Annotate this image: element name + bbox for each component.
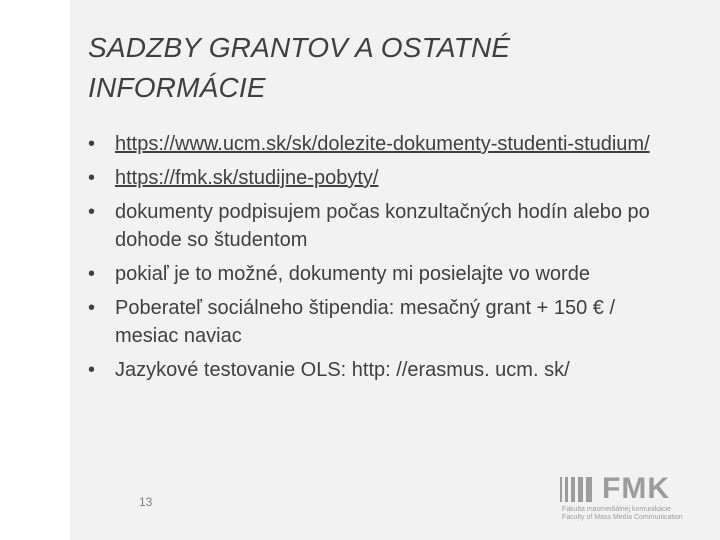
bullet-text: Jazykové testovanie OLS: http: //erasmus. ucm. sk/ [115, 359, 570, 381]
link-ucm-documents[interactable]: https://www.ucm.sk/sk/dolezite-dokumenty-studenti-studium/ [115, 133, 650, 155]
bullet-item-word-documents [88, 260, 668, 288]
bullet-text: Poberateľ sociálneho štipendia: mesačný grant + 150 € / mesiac naviac [115, 297, 616, 347]
bullet-item-social-grant [88, 294, 668, 350]
bullet-text: dokumenty podpisujem počas konzultačných hodín alebo po dohode so študentom [115, 201, 650, 251]
bullet-icon: • [88, 201, 96, 223]
bullet-item-documents-signing [88, 198, 668, 254]
bullet-list [88, 130, 668, 390]
bullet-icon: • [88, 167, 96, 189]
link-fmk-study-stays[interactable]: https://fmk.sk/studijne-pobyty/ [115, 167, 379, 189]
logo-subtitle-sk: Fakulta masmediálnej komunikácie [562, 506, 671, 513]
logo-subtitle-en: Faculty of Mass Media Communication [562, 514, 683, 521]
slide-title: SADZBY GRANTOV A OSTATNÉ INFORMÁCIE [88, 32, 511, 103]
fmk-logo [560, 474, 690, 524]
bullet-item-link-fmk [88, 164, 668, 192]
logo-bars-icon [560, 477, 600, 502]
logo-wordmark: FMK [602, 472, 670, 505]
bullet-icon: • [88, 297, 96, 319]
bullet-icon: • [88, 263, 96, 285]
bullet-icon: • [88, 359, 96, 381]
bullet-item-link-ucm [88, 130, 668, 158]
bullet-icon: • [88, 133, 96, 155]
bullet-item-language-testing [88, 356, 668, 384]
left-margin-band [0, 0, 70, 540]
page-number: 13 [139, 495, 153, 509]
bullet-text: pokiaľ je to možné, dokumenty mi posielajte vo worde [115, 263, 590, 285]
